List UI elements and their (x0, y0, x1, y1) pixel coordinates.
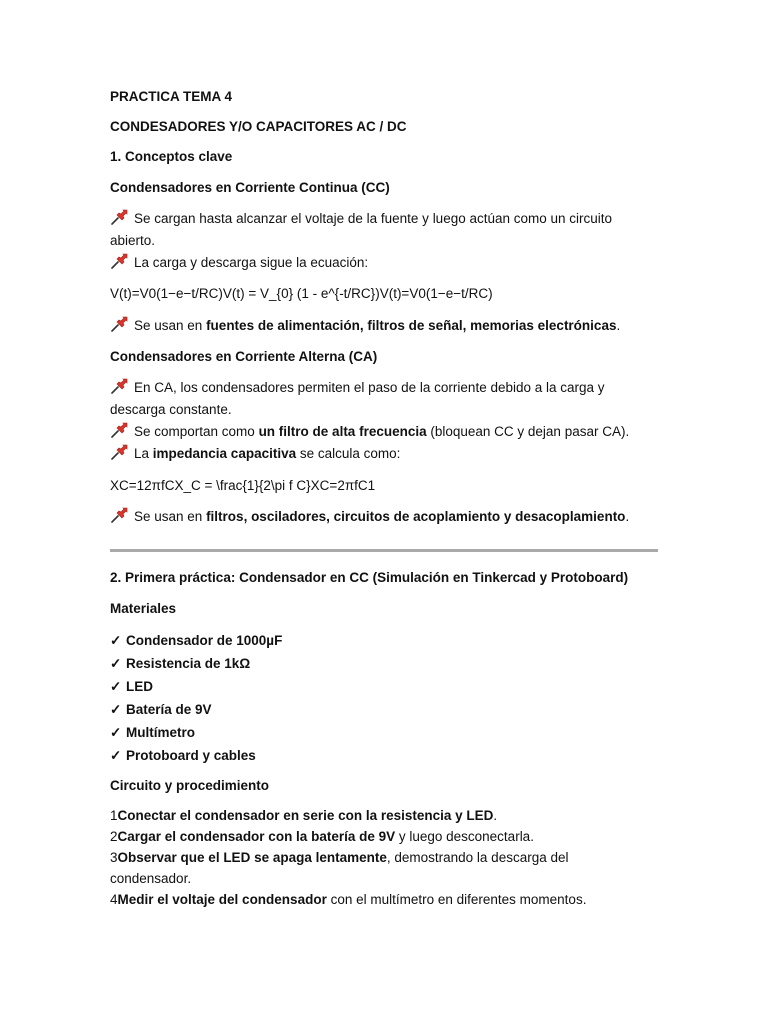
procedure-step: 2Cargar el condensador con la batería de 9V y luego desconectarla. (110, 829, 534, 844)
section-heading-practica: 2. Primera práctica: Condensador en CC (Simulación en Tinkercad y Protoboard) (110, 570, 629, 585)
procedure-step-cont: condensador. (110, 871, 192, 886)
material-item: ✓ Multímetro (110, 722, 195, 743)
bullet-ca-2: Se comportan como un filtro de alta frecuencia (bloquean CC y dejan pasar CA). (110, 421, 629, 442)
material-item: ✓ Condensador de 1000µF (110, 630, 282, 651)
pushpin-icon (110, 316, 128, 332)
pushpin-icon (110, 444, 128, 460)
bullet-cc-1-cont: abierto. (110, 233, 156, 248)
procedure-step: 4Medir el voltaje del condensador con el multímetro en diferentes momentos. (110, 892, 587, 907)
bullet-ca-1: En CA, los condensadores permiten el paso de la corriente debido a la carga y (110, 377, 605, 398)
pushpin-icon (110, 378, 128, 394)
pushpin-icon (110, 422, 128, 438)
horizontal-divider (110, 549, 658, 552)
bullet-ca-4: Se usan en filtros, osciladores, circuitos de acoplamiento y desacoplamiento. (110, 506, 629, 527)
subheading-ca: Condensadores en Corriente Alterna (CA) (110, 349, 378, 364)
bullet-cc-1: Se cargan hasta alcanzar el voltaje de la fuente y luego actúan como un circuito (110, 208, 612, 229)
material-item: ✓ Protoboard y cables (110, 745, 256, 766)
subheading-cc: Condensadores en Corriente Continua (CC) (110, 180, 390, 195)
materials-heading: Materiales (110, 601, 177, 616)
material-item: ✓ LED (110, 676, 153, 697)
equation-impedance: XC=12πfCX_C = \frac{1}{2\pi f C}XC=2πfC1 (110, 478, 376, 493)
bullet-cc-3: Se usan en fuentes de alimentación, filtros de señal, memorias electrónicas. (110, 315, 620, 336)
material-item: ✓ Batería de 9V (110, 699, 212, 720)
check-icon: ✓ (110, 748, 122, 763)
bullet-ca-3: La impedancia capacitiva se calcula como: (110, 443, 400, 464)
check-icon: ✓ (110, 656, 122, 671)
material-item: ✓ Resistencia de 1kΩ (110, 653, 250, 674)
pushpin-icon (110, 507, 128, 523)
procedure-step: 1Conectar el condensador en serie con la resistencia y LED. (110, 808, 498, 823)
bullet-cc-2: La carga y descarga sigue la ecuación: (110, 252, 368, 273)
document-subtitle: CONDESADORES Y/O CAPACITORES AC / DC (110, 119, 407, 134)
pushpin-icon (110, 209, 128, 225)
equation-charge: V(t)=V0(1−e−t/RC)V(t) = V_{0} (1 - e^{-t/RC})V(t)=V0(1−e−t/RC) (110, 286, 493, 301)
pushpin-icon (110, 253, 128, 269)
section-heading-conceptos: 1. Conceptos clave (110, 149, 233, 164)
check-icon: ✓ (110, 679, 122, 694)
bullet-ca-1-cont: descarga constante. (110, 402, 232, 417)
check-icon: ✓ (110, 702, 122, 717)
procedure-step: 3Observar que el LED se apaga lentamente, demostrando la descarga del (110, 850, 569, 865)
check-icon: ✓ (110, 633, 122, 648)
procedure-heading: Circuito y procedimiento (110, 778, 270, 793)
check-icon: ✓ (110, 725, 122, 740)
document-title: PRACTICA TEMA 4 (110, 89, 233, 104)
